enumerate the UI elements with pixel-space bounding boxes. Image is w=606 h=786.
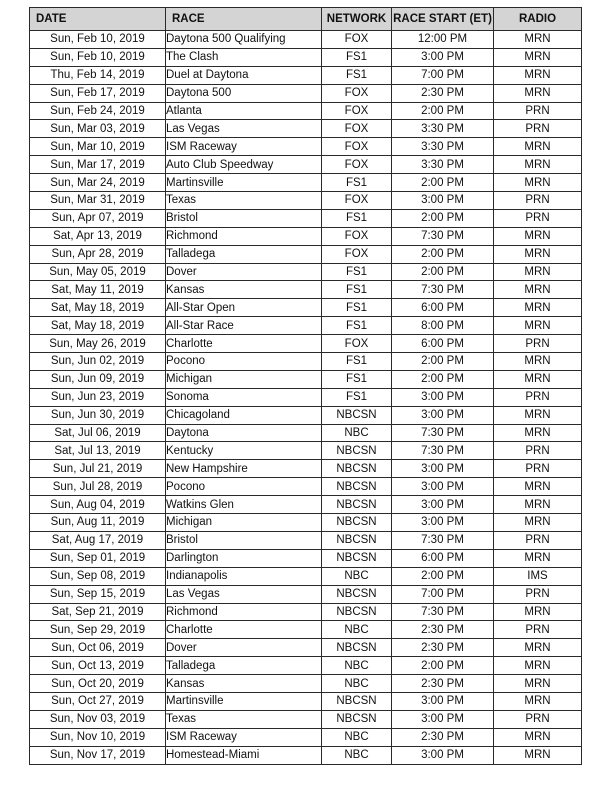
- cell-date: Sat, May 11, 2019: [30, 281, 166, 299]
- cell-race-start: 3:00 PM: [392, 388, 494, 406]
- cell-race-start: 3:00 PM: [392, 460, 494, 478]
- cell-race-start: 12:00 PM: [392, 31, 494, 49]
- cell-network: FS1: [322, 299, 392, 317]
- cell-network: FOX: [322, 227, 392, 245]
- cell-date: Sun, Aug 11, 2019: [30, 514, 166, 532]
- cell-date: Sun, Feb 10, 2019: [30, 48, 166, 66]
- cell-race-start: 3:00 PM: [392, 746, 494, 764]
- cell-radio: PRN: [494, 209, 582, 227]
- cell-date: Sun, Jul 28, 2019: [30, 478, 166, 496]
- cell-radio: PRN: [494, 335, 582, 353]
- cell-race-start: 3:00 PM: [392, 48, 494, 66]
- cell-radio: PRN: [494, 120, 582, 138]
- cell-date: Thu, Feb 14, 2019: [30, 66, 166, 84]
- cell-date: Sun, Feb 24, 2019: [30, 102, 166, 120]
- cell-network: NBCSN: [322, 514, 392, 532]
- cell-network: NBCSN: [322, 460, 392, 478]
- table-row: [30, 692, 582, 710]
- cell-race-start: 2:30 PM: [392, 728, 494, 746]
- table-row: [30, 639, 582, 657]
- cell-race: The Clash: [166, 48, 322, 66]
- cell-radio: MRN: [494, 639, 582, 657]
- cell-race-start: 2:30 PM: [392, 639, 494, 657]
- cell-network: NBC: [322, 728, 392, 746]
- cell-network: FOX: [322, 84, 392, 102]
- cell-race-start: 2:00 PM: [392, 245, 494, 263]
- cell-date: Sun, Sep 08, 2019: [30, 567, 166, 585]
- header-date: DATE: [30, 8, 166, 31]
- cell-race: Richmond: [166, 603, 322, 621]
- cell-race: Charlotte: [166, 335, 322, 353]
- cell-network: FOX: [322, 335, 392, 353]
- cell-race-start: 2:00 PM: [392, 102, 494, 120]
- cell-race-start: 2:30 PM: [392, 621, 494, 639]
- cell-network: FOX: [322, 245, 392, 263]
- cell-date: Sun, Sep 01, 2019: [30, 549, 166, 567]
- cell-race-start: 7:30 PM: [392, 531, 494, 549]
- cell-date: Sun, Aug 04, 2019: [30, 496, 166, 514]
- cell-radio: MRN: [494, 281, 582, 299]
- cell-race-start: 7:30 PM: [392, 424, 494, 442]
- cell-race: Chicagoland: [166, 406, 322, 424]
- cell-date: Sun, Apr 28, 2019: [30, 245, 166, 263]
- cell-race-start: 7:00 PM: [392, 585, 494, 603]
- cell-date: Sun, Feb 17, 2019: [30, 84, 166, 102]
- cell-radio: MRN: [494, 48, 582, 66]
- cell-race-start: 3:00 PM: [392, 478, 494, 496]
- table-row: [30, 263, 582, 281]
- cell-network: NBC: [322, 621, 392, 639]
- cell-date: Sun, Apr 07, 2019: [30, 209, 166, 227]
- cell-race: Martinsville: [166, 692, 322, 710]
- cell-race-start: 2:00 PM: [392, 174, 494, 192]
- cell-radio: PRN: [494, 442, 582, 460]
- cell-radio: MRN: [494, 227, 582, 245]
- cell-race-start: 3:00 PM: [392, 514, 494, 532]
- cell-race: Michigan: [166, 514, 322, 532]
- cell-race: Kansas: [166, 675, 322, 693]
- table-row: [30, 335, 582, 353]
- header-row: [30, 8, 582, 31]
- cell-radio: IMS: [494, 567, 582, 585]
- cell-race-start: 2:30 PM: [392, 675, 494, 693]
- cell-race: Las Vegas: [166, 120, 322, 138]
- cell-date: Sat, Sep 21, 2019: [30, 603, 166, 621]
- table-row: [30, 281, 582, 299]
- cell-network: NBCSN: [322, 710, 392, 728]
- table-row: [30, 585, 582, 603]
- cell-radio: MRN: [494, 370, 582, 388]
- cell-network: FOX: [322, 120, 392, 138]
- cell-radio: MRN: [494, 478, 582, 496]
- cell-date: Sun, Oct 27, 2019: [30, 692, 166, 710]
- cell-race-start: 7:30 PM: [392, 281, 494, 299]
- cell-race-start: 3:00 PM: [392, 496, 494, 514]
- cell-date: Sat, Apr 13, 2019: [30, 227, 166, 245]
- cell-race: Auto Club Speedway: [166, 156, 322, 174]
- table-row: [30, 317, 582, 335]
- cell-network: FS1: [322, 209, 392, 227]
- table-row: [30, 227, 582, 245]
- cell-race: Kansas: [166, 281, 322, 299]
- cell-network: NBCSN: [322, 531, 392, 549]
- cell-radio: PRN: [494, 710, 582, 728]
- cell-race-start: 3:00 PM: [392, 406, 494, 424]
- table-row: [30, 102, 582, 120]
- cell-race: Richmond: [166, 227, 322, 245]
- cell-race: Pocono: [166, 353, 322, 371]
- cell-race-start: 2:00 PM: [392, 567, 494, 585]
- table-row: [30, 710, 582, 728]
- cell-radio: MRN: [494, 317, 582, 335]
- cell-race-start: 3:00 PM: [392, 710, 494, 728]
- cell-race: Bristol: [166, 531, 322, 549]
- cell-race: Talladega: [166, 245, 322, 263]
- cell-race: Daytona 500: [166, 84, 322, 102]
- cell-network: NBCSN: [322, 406, 392, 424]
- cell-radio: PRN: [494, 192, 582, 210]
- cell-race: Dover: [166, 263, 322, 281]
- cell-network: FS1: [322, 388, 392, 406]
- cell-race-start: 6:00 PM: [392, 335, 494, 353]
- table-row: [30, 353, 582, 371]
- table-row: [30, 84, 582, 102]
- cell-radio: MRN: [494, 84, 582, 102]
- cell-radio: MRN: [494, 728, 582, 746]
- cell-date: Sun, Jun 30, 2019: [30, 406, 166, 424]
- table-row: [30, 174, 582, 192]
- table-row: [30, 120, 582, 138]
- cell-radio: MRN: [494, 692, 582, 710]
- cell-race: Pocono: [166, 478, 322, 496]
- cell-race: Charlotte: [166, 621, 322, 639]
- cell-radio: PRN: [494, 102, 582, 120]
- cell-network: NBC: [322, 567, 392, 585]
- cell-network: FS1: [322, 353, 392, 371]
- cell-network: FS1: [322, 48, 392, 66]
- cell-race: Darlington: [166, 549, 322, 567]
- cell-radio: MRN: [494, 746, 582, 764]
- cell-radio: MRN: [494, 514, 582, 532]
- table-row: [30, 245, 582, 263]
- cell-date: Sun, Jun 23, 2019: [30, 388, 166, 406]
- cell-network: NBC: [322, 657, 392, 675]
- cell-date: Sun, Mar 03, 2019: [30, 120, 166, 138]
- table-row: [30, 621, 582, 639]
- cell-date: Sat, May 18, 2019: [30, 299, 166, 317]
- table-row: [30, 138, 582, 156]
- table-header: [30, 8, 582, 31]
- cell-network: FOX: [322, 102, 392, 120]
- cell-race: Bristol: [166, 209, 322, 227]
- cell-radio: MRN: [494, 675, 582, 693]
- cell-network: NBCSN: [322, 478, 392, 496]
- cell-radio: MRN: [494, 496, 582, 514]
- cell-network: FS1: [322, 263, 392, 281]
- cell-date: Sun, Nov 10, 2019: [30, 728, 166, 746]
- cell-network: FS1: [322, 174, 392, 192]
- cell-date: Sat, Jul 13, 2019: [30, 442, 166, 460]
- table-row: [30, 460, 582, 478]
- cell-race: Las Vegas: [166, 585, 322, 603]
- table-row: [30, 603, 582, 621]
- cell-network: FS1: [322, 317, 392, 335]
- table-row: [30, 514, 582, 532]
- cell-race: Watkins Glen: [166, 496, 322, 514]
- cell-date: Sun, Mar 10, 2019: [30, 138, 166, 156]
- cell-network: NBCSN: [322, 603, 392, 621]
- cell-network: NBCSN: [322, 442, 392, 460]
- header-race: RACE: [166, 8, 322, 31]
- cell-race: New Hampshire: [166, 460, 322, 478]
- table-row: [30, 442, 582, 460]
- table-row: [30, 48, 582, 66]
- cell-race-start: 7:30 PM: [392, 227, 494, 245]
- cell-date: Sun, Jun 09, 2019: [30, 370, 166, 388]
- cell-race-start: 3:30 PM: [392, 138, 494, 156]
- cell-date: Sun, May 05, 2019: [30, 263, 166, 281]
- cell-race-start: 2:00 PM: [392, 353, 494, 371]
- table-row: [30, 156, 582, 174]
- cell-race: All-Star Open: [166, 299, 322, 317]
- table-row: [30, 424, 582, 442]
- table-row: [30, 192, 582, 210]
- cell-network: FOX: [322, 192, 392, 210]
- cell-race: ISM Raceway: [166, 138, 322, 156]
- cell-date: Sun, Oct 13, 2019: [30, 657, 166, 675]
- cell-race-start: 3:30 PM: [392, 156, 494, 174]
- cell-race-start: 3:30 PM: [392, 120, 494, 138]
- cell-radio: MRN: [494, 353, 582, 371]
- cell-network: NBCSN: [322, 549, 392, 567]
- cell-race-start: 6:00 PM: [392, 549, 494, 567]
- table-row: [30, 675, 582, 693]
- cell-network: FS1: [322, 66, 392, 84]
- cell-date: Sun, Sep 29, 2019: [30, 621, 166, 639]
- cell-network: FS1: [322, 281, 392, 299]
- cell-radio: MRN: [494, 549, 582, 567]
- cell-date: Sun, Mar 17, 2019: [30, 156, 166, 174]
- cell-race-start: 2:30 PM: [392, 84, 494, 102]
- cell-race: Talladega: [166, 657, 322, 675]
- cell-race: Sonoma: [166, 388, 322, 406]
- cell-date: Sun, Nov 03, 2019: [30, 710, 166, 728]
- cell-network: FOX: [322, 138, 392, 156]
- cell-network: NBC: [322, 746, 392, 764]
- cell-race: Texas: [166, 192, 322, 210]
- table-row: [30, 388, 582, 406]
- cell-radio: MRN: [494, 263, 582, 281]
- cell-race: Duel at Daytona: [166, 66, 322, 84]
- cell-race: Atlanta: [166, 102, 322, 120]
- cell-race: Daytona 500 Qualifying: [166, 31, 322, 49]
- table-row: [30, 478, 582, 496]
- cell-race-start: 8:00 PM: [392, 317, 494, 335]
- table-body: [30, 31, 582, 765]
- cell-date: Sun, Oct 20, 2019: [30, 675, 166, 693]
- cell-race-start: 2:00 PM: [392, 657, 494, 675]
- cell-network: NBCSN: [322, 585, 392, 603]
- table-row: [30, 549, 582, 567]
- cell-date: Sat, Aug 17, 2019: [30, 531, 166, 549]
- cell-radio: MRN: [494, 424, 582, 442]
- cell-race: Daytona: [166, 424, 322, 442]
- table-row: [30, 746, 582, 764]
- cell-date: Sun, Mar 31, 2019: [30, 192, 166, 210]
- cell-network: FOX: [322, 31, 392, 49]
- table-row: [30, 657, 582, 675]
- cell-radio: MRN: [494, 299, 582, 317]
- cell-date: Sun, May 26, 2019: [30, 335, 166, 353]
- cell-race-start: 7:30 PM: [392, 603, 494, 621]
- cell-date: Sun, Feb 10, 2019: [30, 31, 166, 49]
- cell-radio: MRN: [494, 603, 582, 621]
- cell-radio: MRN: [494, 66, 582, 84]
- header-network: NETWORK: [322, 8, 392, 31]
- cell-radio: MRN: [494, 406, 582, 424]
- header-radio: RADIO: [494, 8, 582, 31]
- table-row: [30, 531, 582, 549]
- cell-network: NBCSN: [322, 692, 392, 710]
- cell-race: All-Star Race: [166, 317, 322, 335]
- cell-network: NBCSN: [322, 496, 392, 514]
- table-row: [30, 31, 582, 49]
- cell-race: Texas: [166, 710, 322, 728]
- cell-network: NBC: [322, 675, 392, 693]
- header-race-start: RACE START (ET): [392, 8, 494, 31]
- cell-radio: MRN: [494, 138, 582, 156]
- table-row: [30, 406, 582, 424]
- cell-date: Sun, Jul 21, 2019: [30, 460, 166, 478]
- cell-race-start: 2:00 PM: [392, 209, 494, 227]
- table-row: [30, 66, 582, 84]
- table-row: [30, 209, 582, 227]
- cell-radio: MRN: [494, 31, 582, 49]
- table-row: [30, 728, 582, 746]
- cell-network: FOX: [322, 156, 392, 174]
- cell-radio: MRN: [494, 245, 582, 263]
- cell-network: NBCSN: [322, 639, 392, 657]
- table-row: [30, 299, 582, 317]
- cell-race: Martinsville: [166, 174, 322, 192]
- cell-radio: PRN: [494, 585, 582, 603]
- cell-race: Indianapolis: [166, 567, 322, 585]
- cell-date: Sat, Jul 06, 2019: [30, 424, 166, 442]
- cell-date: Sun, Oct 06, 2019: [30, 639, 166, 657]
- cell-radio: PRN: [494, 531, 582, 549]
- cell-network: FS1: [322, 370, 392, 388]
- cell-race-start: 7:00 PM: [392, 66, 494, 84]
- cell-date: Sun, Mar 24, 2019: [30, 174, 166, 192]
- table-row: [30, 496, 582, 514]
- cell-radio: PRN: [494, 621, 582, 639]
- cell-radio: PRN: [494, 460, 582, 478]
- cell-race: Homestead-Miami: [166, 746, 322, 764]
- cell-race-start: 2:00 PM: [392, 263, 494, 281]
- race-schedule-table: [29, 7, 582, 765]
- cell-date: Sun, Jun 02, 2019: [30, 353, 166, 371]
- cell-radio: PRN: [494, 388, 582, 406]
- cell-network: NBC: [322, 424, 392, 442]
- cell-radio: MRN: [494, 174, 582, 192]
- cell-race-start: 3:00 PM: [392, 192, 494, 210]
- cell-date: Sun, Sep 15, 2019: [30, 585, 166, 603]
- cell-race-start: 6:00 PM: [392, 299, 494, 317]
- cell-race: Michigan: [166, 370, 322, 388]
- cell-race-start: 2:00 PM: [392, 370, 494, 388]
- cell-date: Sat, May 18, 2019: [30, 317, 166, 335]
- cell-date: Sun, Nov 17, 2019: [30, 746, 166, 764]
- table-row: [30, 567, 582, 585]
- cell-radio: MRN: [494, 657, 582, 675]
- cell-race: Dover: [166, 639, 322, 657]
- cell-race: ISM Raceway: [166, 728, 322, 746]
- cell-race-start: 7:30 PM: [392, 442, 494, 460]
- cell-race-start: 3:00 PM: [392, 692, 494, 710]
- cell-race: Kentucky: [166, 442, 322, 460]
- cell-radio: MRN: [494, 156, 582, 174]
- table-row: [30, 370, 582, 388]
